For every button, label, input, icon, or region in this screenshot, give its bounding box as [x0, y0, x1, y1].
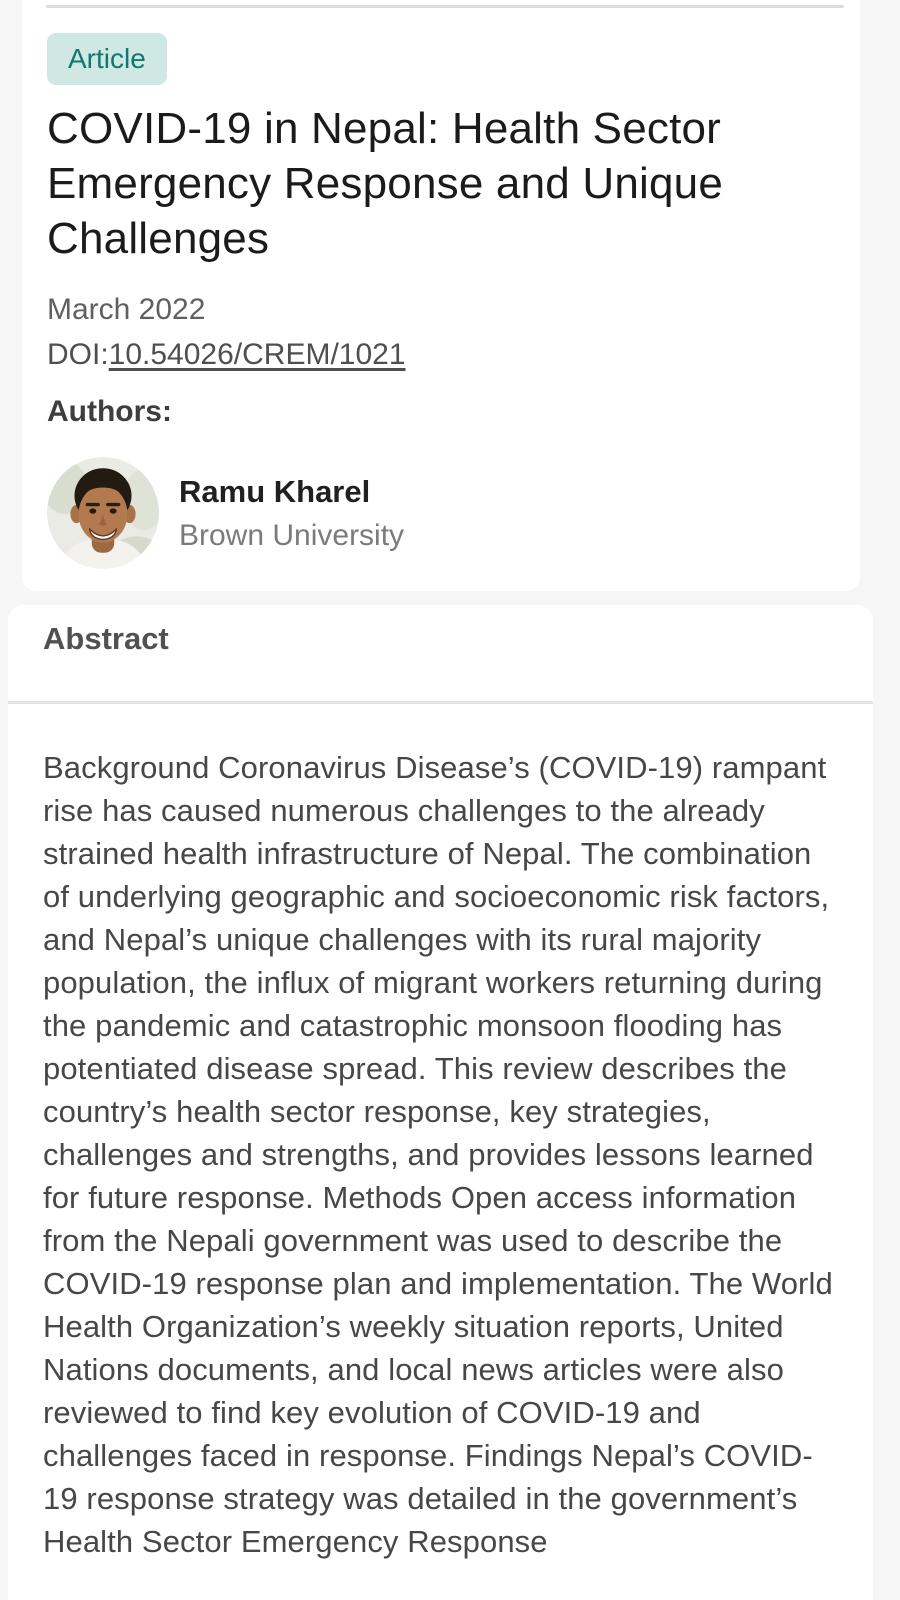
article-type-badge: Article: [47, 33, 167, 85]
author-info: [179, 473, 404, 554]
author-name[interactable]: Ramu Kharel: [179, 473, 371, 509]
abstract-text: Background Coronavirus Disease’s (COVID-19) rampant rise has caused numerous challenges to the already strained health infrastructure of Nepal. The combination of underlying geographic and socioeconomic risk factors, and Nepal’s unique challenges with its rural majority population, the influx of migrant workers returning during the pandemic and catastrophic monsoon flooding has potentiated disease spread. This review describes the country’s health sector response, key strategies, challenges and strengths, and provides lessons learned for future response. Methods Open access information from the Nepali government was used to describe the COVID-19 response plan and implementation. The World Health Organization’s weekly situation reports, United Nations documents, and local news articles were also reviewed to find key evolution of COVID-19 and challenges faced in response. Findings Nepal’s COVID-19 response strategy was detailed in the government’s Health Sector Emergency Response: [43, 750, 833, 1559]
top-divider: [46, 5, 844, 8]
author-row[interactable]: [47, 457, 835, 569]
doi-row: [47, 337, 835, 373]
publication-date: March 2022: [47, 293, 206, 326]
author-affiliation: Brown University: [179, 518, 405, 552]
abstract-card: [8, 605, 873, 1600]
abstract-heading: Abstract: [43, 621, 169, 656]
doi-link[interactable]: 10.54026/CREM/1021: [108, 338, 406, 371]
doi-label: DOI:: [47, 338, 109, 371]
author-avatar-icon[interactable]: [47, 457, 159, 569]
authors-label: Authors:: [47, 395, 172, 428]
page-title: COVID-19 in Nepal: Health Sector Emergency Response and Unique Challenges: [47, 104, 723, 263]
abstract-divider: [8, 701, 873, 704]
article-card: [22, 0, 860, 591]
